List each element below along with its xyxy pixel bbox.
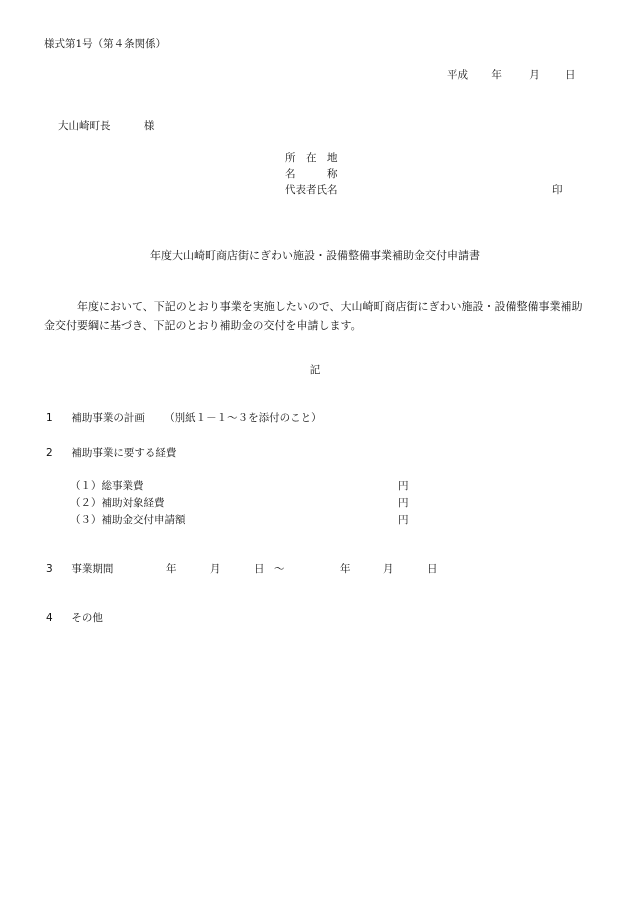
date-line (447, 70, 576, 81)
period-end-year: 年 (340, 563, 351, 575)
item-number: 4 (46, 612, 53, 624)
period-start-day: 日 (254, 563, 265, 575)
document-title: 年度大山崎町商店街にぎわい施設・設備整備事業補助金交付申請書 (150, 249, 480, 262)
body-paragraph: 年度において、下記のとおり事業を実施したいので、大山崎町商店街にぎわい施設・設備整備事業補助金交付要綱に基づき、下記のとおり補助金の交付を申請します。 (44, 300, 583, 332)
period-end-day: 日 (427, 563, 438, 575)
expense-requested-label: （３）補助金交付申請額 (70, 514, 186, 526)
item-expenses (46, 448, 176, 459)
ki-heading: 記 (309, 364, 321, 376)
seal-mark: 印 (552, 184, 563, 196)
expense-requested-unit: 円 (398, 514, 409, 526)
expense-eligible-label: （２）補助対象経費 (70, 497, 165, 509)
applicant-representative-label: 代表者氏名 (285, 184, 338, 196)
applicant-name-label: 名 称 (285, 168, 338, 180)
period-start-year: 年 (166, 563, 177, 575)
item-label: 事業期間 (71, 563, 114, 575)
form-number: 様式第1号（第４条関係） (44, 38, 167, 50)
item-label: その他 (71, 612, 103, 624)
date-month-label: 月 (529, 69, 540, 81)
period-start-month: 月 (210, 563, 221, 575)
item-note: （別紙１－１～３を添付のこと） (164, 412, 322, 424)
date-day-label: 日 (565, 69, 576, 81)
item-label: 補助事業の計画 (71, 412, 145, 424)
item-period (46, 564, 113, 575)
item-number: 1 (46, 412, 53, 424)
item-other (46, 613, 103, 624)
date-year-label: 年 (491, 69, 502, 81)
date-era: 平成 (447, 69, 468, 81)
item-number: 2 (46, 447, 53, 459)
item-number: 3 (46, 563, 53, 575)
expense-total-unit: 円 (398, 480, 409, 492)
expense-total-label: （１）総事業費 (70, 480, 144, 492)
addressee (58, 121, 154, 132)
applicant-address-label: 所 在 地 (285, 152, 338, 164)
addressee-name: 大山崎町長 (58, 120, 111, 132)
addressee-honorific: 様 (143, 120, 155, 132)
item-plan (46, 413, 322, 424)
expense-eligible-unit: 円 (398, 497, 409, 509)
item-label: 補助事業に要する経費 (71, 447, 177, 459)
period-end-month: 月 (383, 563, 394, 575)
period-tilde: ～ (274, 563, 285, 575)
